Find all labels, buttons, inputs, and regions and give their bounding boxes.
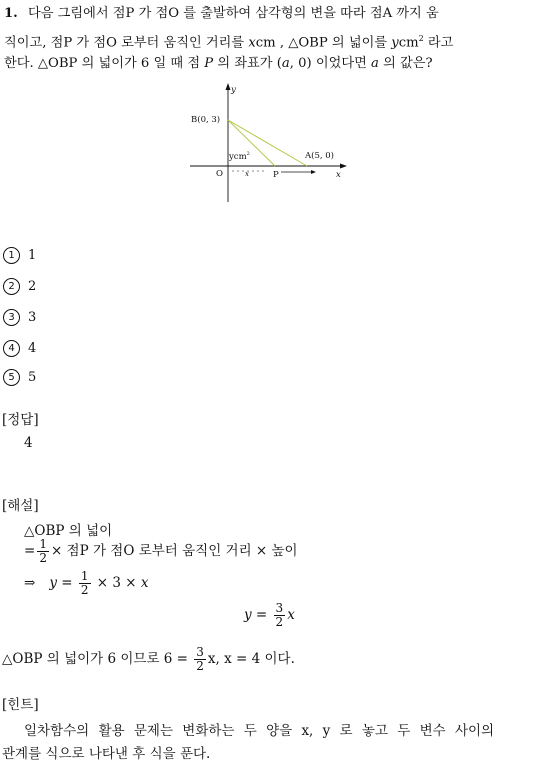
option-5[interactable] [3, 369, 36, 386]
var-y: y [391, 35, 399, 51]
distance-label: x [245, 170, 249, 178]
point-B-label: B(0, 3) [191, 115, 221, 125]
option-2[interactable] [3, 278, 36, 295]
origin-label: O [216, 169, 223, 179]
point-P-label: P [273, 170, 279, 180]
fraction-one-half [37, 538, 49, 565]
motion-arrow-icon [311, 170, 316, 174]
point-A-label: A(5, 0) [305, 151, 334, 161]
solution-line-2 [24, 538, 298, 565]
denominator: 2 [275, 615, 284, 629]
question-text-3b: 의 좌표가 ( [213, 56, 282, 71]
equals-sign: = [251, 607, 272, 623]
option-3[interactable] [3, 309, 36, 326]
unit-cm: cm [398, 35, 419, 51]
numerator: 3 [196, 645, 204, 659]
numerator: 1 [39, 537, 47, 551]
var-P: P [204, 56, 214, 71]
question-number: 1. [4, 6, 18, 21]
var-a-2: a [371, 56, 379, 71]
var-x: x [140, 575, 149, 591]
option-marker: 5 [3, 369, 20, 386]
option-value: 1 [28, 248, 37, 263]
var-x: x [248, 35, 256, 51]
option-value: 4 [28, 341, 37, 356]
numerator: 3 [275, 601, 284, 615]
y-axis-arrow-icon [226, 83, 231, 90]
hint-label: [힌트] [2, 697, 39, 713]
option-marker: 3 [3, 309, 20, 326]
option-marker: 2 [3, 278, 20, 295]
hint-line-1: 일차함수의 활용 문제는 변화하는 두 양을 x, y 로 놓고 두 변수 사이의 [24, 723, 495, 739]
question-line-1 [4, 2, 439, 26]
fraction-three-halves [194, 646, 206, 673]
question-text-2b: cm , △OBP 의 넓이를 [255, 35, 392, 51]
denominator: 2 [80, 583, 89, 597]
solution-label: [해설] [2, 498, 39, 514]
equals-sign: = [56, 575, 77, 591]
option-marker: 4 [3, 340, 20, 357]
hint-line-2: 관계를 식으로 나타낸 후 식을 푼다. [2, 746, 211, 762]
denominator: 2 [196, 659, 204, 673]
option-4[interactable] [3, 340, 36, 357]
equals-sign: = [24, 543, 36, 559]
solution-line-3 [24, 570, 149, 597]
x-axis-label: x [336, 170, 341, 180]
question-text-3a: 한다. △OBP 의 넓이가 6 일 때 점 [4, 56, 205, 71]
var-x: x [287, 607, 295, 623]
question-text-3d: 의 값은? [378, 56, 433, 71]
fraction-three-halves [274, 602, 286, 629]
solution-text-2: × 점P 가 점O 로부터 움직인 거리 × 높이 [50, 543, 298, 559]
question-text-2d: 라고 [423, 35, 454, 51]
option-value: 5 [28, 370, 37, 385]
y-axis-label: y [231, 85, 236, 95]
var-y: y [244, 607, 252, 623]
solution-line-1: △OBP 의 넓이 [24, 523, 113, 539]
denominator: 2 [39, 551, 47, 565]
var-y: y [49, 575, 57, 591]
question-line-3 [4, 52, 433, 76]
solution-text-3: × 3 × [92, 575, 141, 591]
option-value: 3 [28, 310, 37, 325]
solution-line-5 [2, 646, 295, 673]
area-label: ycm$^2$ [229, 151, 250, 162]
answer-label: [정답] [2, 412, 39, 428]
question-text-3c: , 0) 이었다면 [289, 56, 371, 71]
question-text-2a: 직이고, 점P 가 점O 로부터 움직인 거리를 [4, 35, 249, 51]
unit-sup: 2 [418, 34, 424, 43]
solution-text-5a: △OBP 의 넓이가 6 이므로 6 = [2, 651, 193, 667]
fraction-one-half [79, 570, 91, 597]
solution-line-4 [244, 602, 295, 629]
x-axis-arrow-icon [340, 164, 347, 169]
solution-text-5b: x, x = 4 이다. [207, 651, 295, 667]
implies-icon: ⇒ [24, 575, 36, 591]
var-a: a [281, 56, 290, 71]
numerator: 1 [80, 569, 89, 583]
option-1[interactable] [3, 247, 36, 264]
answer-value: 4 [24, 435, 33, 451]
coordinate-figure [185, 80, 355, 205]
option-marker: 1 [3, 247, 20, 264]
question-text-1: 다음 그림에서 점P 가 점O 를 출발하여 삼각형의 변을 따라 점A 까지 움 [27, 6, 439, 21]
option-value: 2 [28, 279, 37, 294]
